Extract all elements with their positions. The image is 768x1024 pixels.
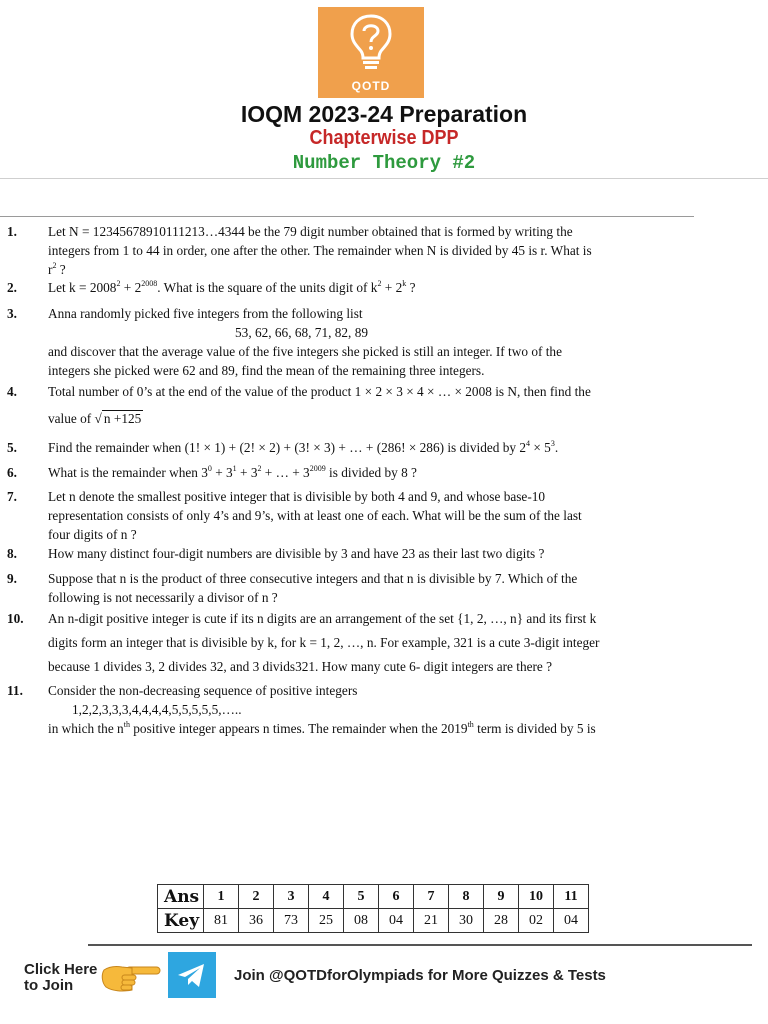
question-line: $r^2$ ?	[48, 261, 66, 277]
answer-number: 2	[239, 885, 274, 909]
question-line: Let N = 12345678910111213…4344 be the 79 digit number obtained that is formed by writing the	[48, 224, 573, 239]
answer-number: 11	[554, 885, 589, 909]
question-line: Consider the non-decreasing sequence of positive integers	[48, 683, 358, 698]
question-line: integers from 1 to 44 in order, one after the other. The remainder when N is divided by 45 is r. What is	[48, 243, 592, 258]
question-line: Suppose that n is the product of three consecutive integers and that n is divisible by 7. Which of the	[48, 571, 578, 586]
question-text	[48, 487, 665, 544]
question-text	[48, 569, 665, 607]
answer-value: 21	[414, 909, 449, 933]
answer-value: 30	[449, 909, 484, 933]
answer-number: 4	[309, 885, 344, 909]
number-sequence: 1,2,2,3,3,3,4,4,4,4,5,5,5,5,5,…..	[72, 702, 242, 717]
question-text: Let $k = 2008^2 + 2^{2008}$. What is the square of the units digit of $k^2 + 2^k$ ?	[48, 279, 416, 295]
answer-value: 28	[484, 909, 519, 933]
question-number: 9.	[7, 571, 17, 586]
answer-value: 02	[519, 909, 554, 933]
question-line: because 1 divides 3, 2 divides 32, and 3 divids321. How many cute 6- digit integers are there ?	[48, 659, 553, 674]
topic-heading: Number Theory #2	[292, 152, 476, 174]
question-number: 6.	[7, 465, 17, 480]
question-line: Let n denote the smallest positive integer that is divisible by both 4 and 9, and whose base-10	[48, 489, 546, 504]
logo-text: QOTD	[351, 79, 391, 93]
question-number: 11.	[7, 683, 23, 698]
page-title: IOQM 2023-24 Preparation	[240, 101, 528, 127]
question-line: representation consists of only 4’s and 9’s, with at least one of each. What will be the sum of the last	[48, 508, 582, 523]
question-text	[48, 681, 665, 738]
question-line: value of √ n +125	[48, 411, 142, 426]
answer-value: 73	[274, 909, 309, 933]
question-number: 2.	[7, 280, 17, 295]
answer-numbers-row	[158, 885, 589, 909]
square-root: n +125	[103, 411, 142, 426]
question-number: 7.	[7, 489, 17, 504]
lightbulb-question-icon	[348, 13, 394, 75]
answer-number: 7	[414, 885, 449, 909]
question-text	[48, 607, 665, 679]
question-number: 4.	[7, 384, 17, 399]
question-text	[48, 544, 665, 563]
telegram-icon[interactable]	[168, 952, 216, 998]
header-divider	[0, 178, 768, 179]
question-line: in which the $n^{th}$ positive integer appears n times. The remainder when the 2019th term is divided by 5 is	[48, 720, 596, 736]
question-line: digits form an integer that is divisible by k, for k = 1, 2, …, n. For example, 321 is a cute 3-digit integer	[48, 635, 600, 650]
question-number: 10.	[7, 611, 24, 626]
question-line: integers she picked were 62 and 89, find the mean of the remaining three integers.	[48, 363, 485, 378]
question-number: 3.	[7, 306, 17, 321]
answer-value: 81	[204, 909, 239, 933]
footer-divider	[88, 944, 752, 946]
click-here-line: to Join	[24, 977, 74, 994]
question-number: 1.	[7, 224, 17, 239]
click-here-link[interactable]	[24, 962, 97, 994]
key-label: Key	[158, 909, 204, 933]
answer-number: 6	[379, 885, 414, 909]
question-text	[48, 222, 665, 279]
question-line: Total number of 0’s at the end of the value of the product 1 × 2 × 3 × 4 × … × 2008 is N, then find the	[48, 384, 591, 399]
page-subtitle: Chapterwise DPP	[309, 127, 459, 149]
answer-value: 04	[379, 909, 414, 933]
pointing-hand-icon	[100, 958, 164, 994]
qotd-logo	[318, 7, 424, 98]
answer-number: 3	[274, 885, 309, 909]
question-text: Find the remainder when (1! × 1) + (2! × 2) + (3! × 3) + … + (286! × 286) is divided by $2^4 \times 5^3$.	[48, 439, 559, 455]
question-line: How many distinct four-digit numbers are divisible by 3 and have 23 as their last two digits ?	[48, 546, 545, 561]
click-here-line: Click Here	[24, 961, 98, 978]
question-text: What is the remainder when $3^0 + 3^1 + 3^2$ + … + $3^{2009}$ is divided by 8 ?	[48, 464, 417, 480]
answer-value: 25	[309, 909, 344, 933]
join-channel-text[interactable]: Join @QOTDforOlympiads for More Quizzes & Tests	[234, 967, 606, 984]
answer-value: 08	[344, 909, 379, 933]
questions-divider	[0, 216, 694, 217]
answer-value: 36	[239, 909, 274, 933]
answer-values-row	[158, 909, 589, 933]
answer-key-table	[157, 884, 589, 933]
answer-number: 5	[344, 885, 379, 909]
number-list: 53, 62, 66, 68, 71, 82, 89	[235, 325, 368, 340]
answer-number: 8	[449, 885, 484, 909]
question-line: Anna randomly picked five integers from the following list	[48, 306, 363, 321]
question-line: and discover that the average value of the five integers she picked is still an integer. If two of the	[48, 344, 562, 359]
answer-number: 10	[519, 885, 554, 909]
question-line: four digits of n ?	[48, 527, 137, 542]
question-number: 8.	[7, 546, 17, 561]
ans-label: Ans	[158, 885, 204, 909]
question-line: An n-digit positive integer is cute if its n digits are an arrangement of the set {1, 2, …, n} and its first k	[48, 611, 597, 626]
question-number: 5.	[7, 440, 17, 455]
answer-number: 9	[484, 885, 519, 909]
answer-number: 1	[204, 885, 239, 909]
question-line: following is not necessarily a divisor of n ?	[48, 590, 278, 605]
answer-value: 04	[554, 909, 589, 933]
question-text	[48, 304, 665, 380]
question-text	[48, 382, 665, 428]
